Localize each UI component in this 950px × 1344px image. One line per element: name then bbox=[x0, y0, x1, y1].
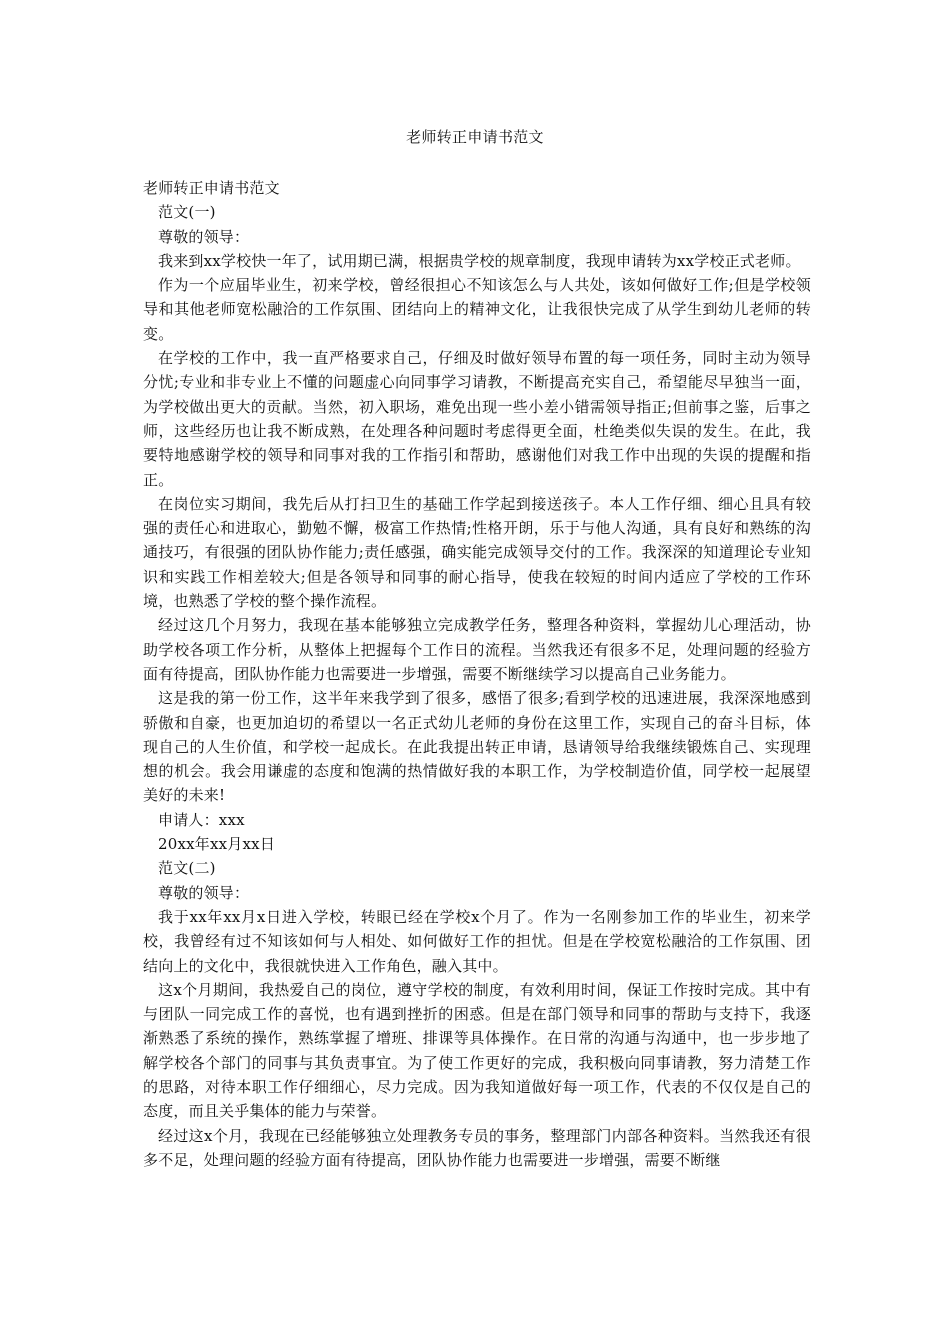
paragraph: 作为一个应届毕业生，初来学校，曾经很担心不知该怎么与人共处，该如何做好工作;但是学校领导和其他老师宽松融洽的工作氛围、团结向上的精神文化，让我很快完成了从学生到幼儿老师的转变。 bbox=[143, 276, 811, 343]
paragraph: 尊敬的领导： bbox=[158, 227, 250, 246]
paragraph: 范文(二) bbox=[158, 859, 216, 878]
paragraph: 这是我的第一份工作，这半年来我学到了很多，感悟了很多;看到学校的迅速进展，我深深地感到骄傲和自豪，也更加迫切的希望以一名正式幼儿老师的身份在这里工作，实现自己的奋斗目标，体现自己的人生价值，和学校一起成长。在此我提出转正申请，恳请领导给我继续锻炼自己、实现理想的机会。我会用谦虚的态度和饱满的热情做好我的本职工作，为学校制造价值，同学校一起展望美好的未来! bbox=[143, 689, 811, 805]
paragraph: 经过这几个月努力，我现在基本能够独立完成教学任务，整理各种资料，掌握幼儿心理活动，协助学校各项工作分析，从整体上把握每个工作日的流程。当然我还有很多不足，处理问题的经验方面有待提高，团队协作能力也需要进一步增强，需要不断继续学习以提高自己业务能力。 bbox=[143, 616, 811, 683]
document-body bbox=[143, 176, 811, 1172]
document-title: 老师转正申请书范文 bbox=[406, 128, 544, 146]
paragraph: 范文(一) bbox=[158, 203, 216, 222]
paragraph: 申请人：xxx bbox=[158, 810, 245, 829]
paragraph: 尊敬的领导： bbox=[158, 883, 250, 902]
body-heading: 老师转正申请书范文 bbox=[143, 179, 280, 197]
paragraph: 我于xx年xx月x日进入学校，转眼已经在学校x个月了。作为一名刚参加工作的毕业生，初来学校，我曾经有过不知该如何与人相处、如何做好工作的担忧。但是在学校宽松融洽的工作氛围、团结向上的文化中，我很就快进入工作角色，融入其中。 bbox=[143, 907, 811, 975]
paragraph: 在岗位实习期间，我先后从打扫卫生的基础工作学起到接送孩子。本人工作仔细、细心且具有较强的责任心和进取心，勤勉不懈，极富工作热情;性格开朗，乐于与他人沟通，具有良好和熟练的沟通技巧，有很强的团队协作能力;责任感强，确实能完成领导交付的工作。我深深的知道理论专业知识和实践工作相差较大;但是各领导和同事的耐心指导，使我在较短的时间内适应了学校的工作环境，也熟悉了学校的整个操作流程。 bbox=[143, 494, 811, 611]
paragraph: 在学校的工作中，我一直严格要求自己，仔细及时做好领导布置的每一项任务，同时主动为领导分忧;专业和非专业上不懂的问题虚心向同事学习请教，不断提高充实自己，希望能尽早独当一面，为学校做出更大的贡献。当然，初入职场，难免出现一些小差小错需领导指正;但前事之鉴，后事之师，这些经历也让我不断成熟，在处理各种问题时考虑得更全面，杜绝类似失误的发生。在此，我要特地感谢学校的领导和同事对我的工作指引和帮助，感谢他们对我工作中出现的失误的提醒和指正。 bbox=[143, 349, 811, 489]
paragraph: 这x个月期间，我热爱自己的岗位，遵守学校的制度，有效利用时间，保证工作按时完成。其中有与团队一同完成工作的喜悦，也有遇到挫折的困惑。但是在部门领导和同事的帮助与支持下，我逐渐熟悉了系统的操作，熟练掌握了增班、排课等具体操作。在日常的沟通与沟通中，也一步步地了解学校各个部门的同事与其负责事宜。为了使工作更好的完成，我积极向同事请教，努力清楚工作的思路，对待本职工作仔细细心，尽力完成。因为我知道做好每一项工作，代表的不仅仅是自己的态度，而且关乎集体的能力与荣誉。 bbox=[143, 980, 811, 1121]
paragraph: 我来到xx学校快一年了，试用期已满，根据贵学校的规章制度，我现申请转为xx学校正式老师。 bbox=[158, 251, 801, 270]
paragraph: 20xx年xx月xx日 bbox=[158, 835, 276, 854]
paragraph: 经过这x个月，我现在已经能够独立处理教务专员的事务，整理部门内部各种资料。当然我还有很多不足，处理问题的经验方面有待提高，团队协作能力也需要进一步增强，需要不断继 bbox=[143, 1126, 811, 1169]
